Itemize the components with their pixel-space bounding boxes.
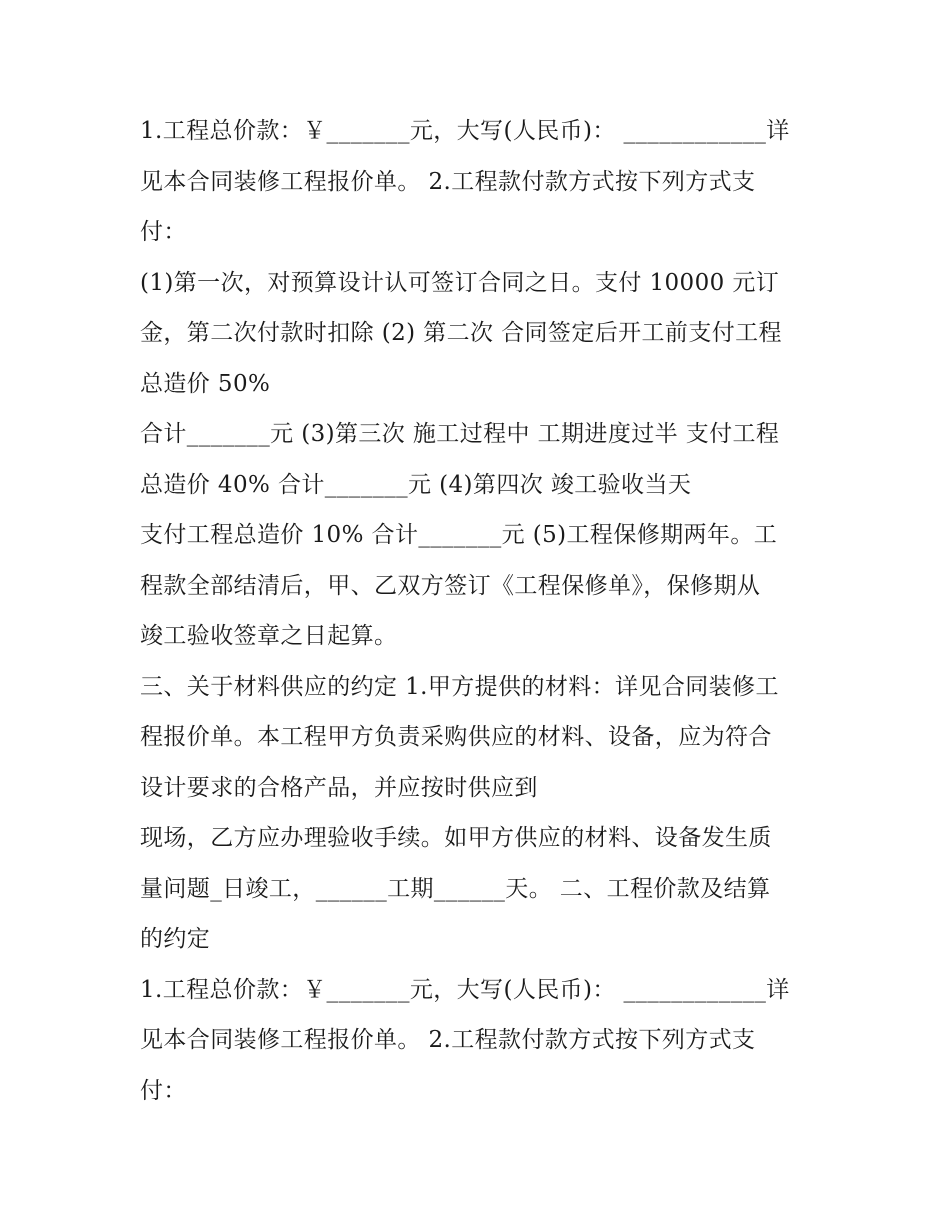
text-line: 的约定 bbox=[140, 926, 211, 952]
contract-text-body bbox=[140, 106, 820, 1116]
text-line: 1.工程总价款：￥_______元，大写(人民币)： ____________详 bbox=[140, 118, 790, 144]
text-line: 程款全部结清后，甲、乙双方签订《工程保修单》，保修期从 bbox=[140, 572, 761, 599]
text-line: 总造价 40% 合计_______元 (4)第四次 竣工验收当天 bbox=[140, 471, 692, 498]
text-line: 1.工程总价款：￥_______元，大写(人民币)： ____________详 bbox=[140, 976, 790, 1003]
text-line: (1)第一次，对预算设计认可签订合同之日。支付 10000 元订 bbox=[140, 269, 780, 296]
text-line: 支付工程总造价 10% 合计_______元 (5)工程保修期两年。工 bbox=[140, 522, 778, 548]
text-line: 付： bbox=[140, 1077, 187, 1104]
text-line: 见本合同装修工程报价单。 2.工程款付款方式按下列方式支 bbox=[140, 168, 756, 195]
text-line: 现场，乙方应办理验收手续。如甲方供应的材料、设备发生质 bbox=[140, 825, 772, 851]
text-line: 量问题_日竣工，______工期______天。 二、工程价款及结算 bbox=[140, 875, 771, 902]
text-line: 总造价 50% bbox=[140, 370, 271, 397]
text-line: 三、关于材料供应的约定 1.甲方提供的材料：详见合同装修工 bbox=[140, 673, 779, 700]
text-line: 设计要求的合格产品，并应按时供应到 bbox=[140, 774, 538, 801]
text-line: 付： bbox=[140, 219, 187, 245]
text-line: 程报价单。本工程甲方负责采购供应的材料、设备，应为符合 bbox=[140, 724, 772, 750]
text-line: 金，第二次付款时扣除 (2) 第二次 合同签定后开工前支付工程 bbox=[140, 320, 782, 346]
text-line: 合计_______元 (3)第三次 施工过程中 工期进度过半 支付工程 bbox=[140, 421, 780, 447]
text-line: 竣工验收签章之日起算。 bbox=[140, 623, 398, 649]
text-line: 见本合同装修工程报价单。 2.工程款付款方式按下列方式支 bbox=[140, 1027, 756, 1053]
